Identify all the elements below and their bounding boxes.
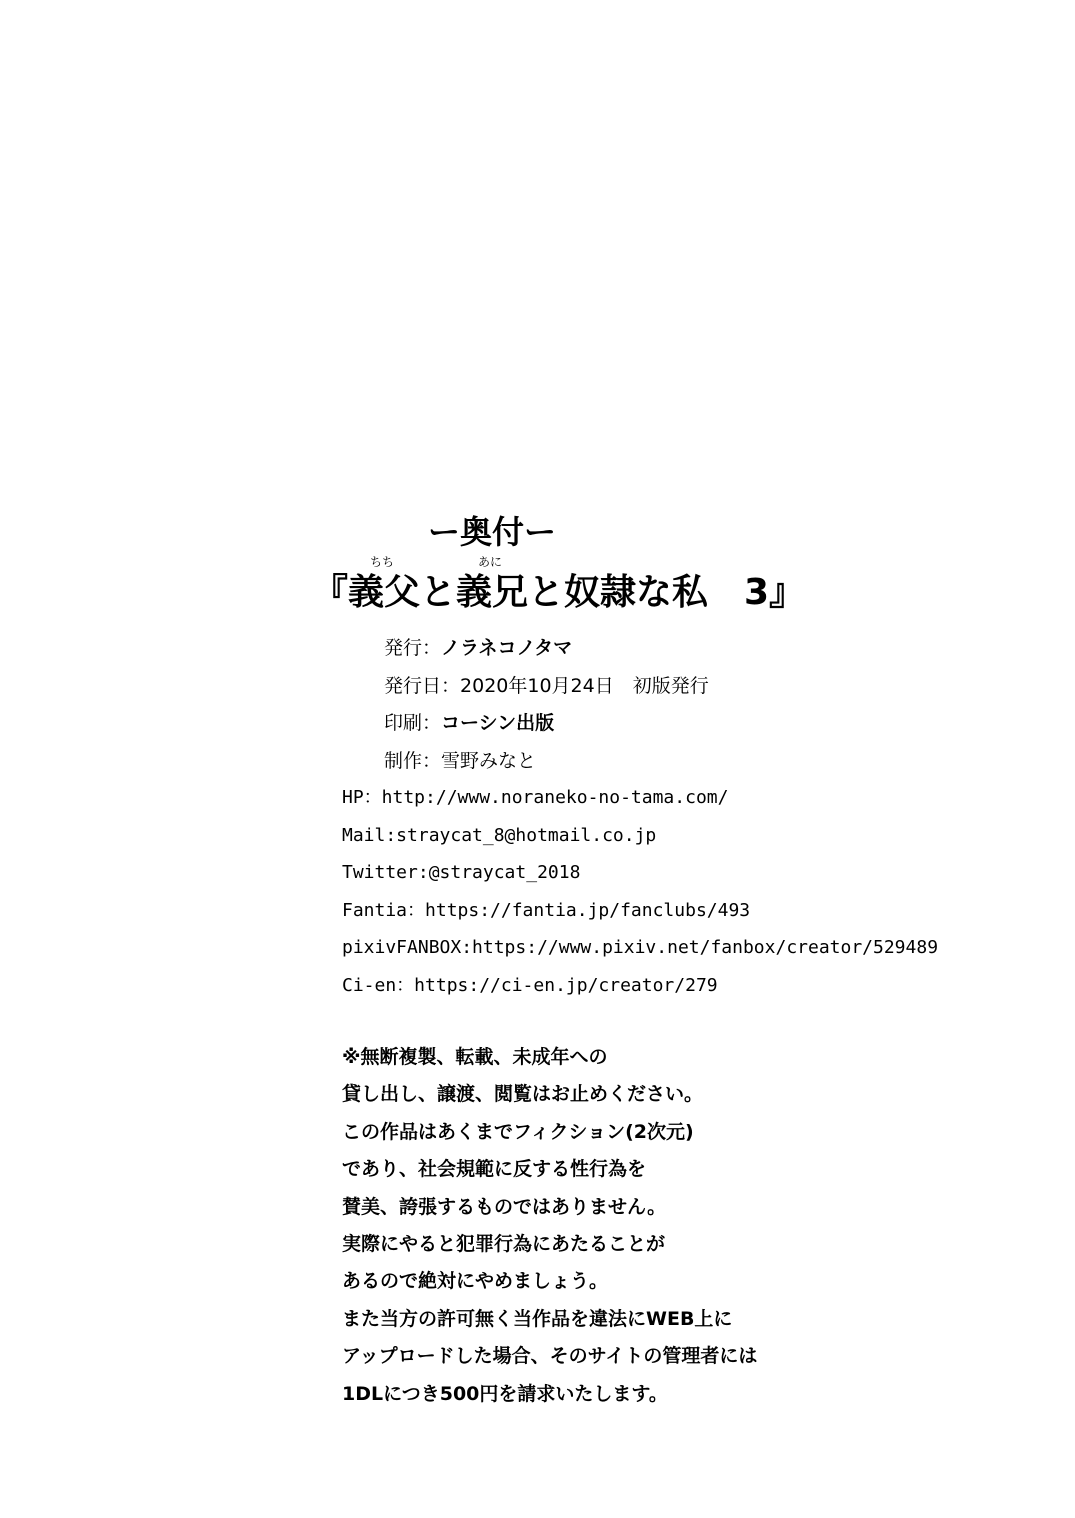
contact-ci-en: Ci-en：https://ci-en.jp/creator/279 [342,974,718,996]
notice-line: であり、社会規範に反する性行為を [342,1158,647,1181]
contact-pixiv-fanbox: pixivFANBOX:https://www.pixiv.net/fanbox/creator/529489 [342,937,939,958]
book-title: 『義父と義兄と奴隷な私 3』 [312,572,806,613]
book-title-block [312,555,806,619]
notice-line: アップロードした場合、そのサイトの管理者には [342,1345,758,1368]
notice-line: 貸し出し、譲渡、閲覧はお止めください。 [342,1083,704,1106]
credit-value: 2020年10月24日 初版発行 [460,674,709,697]
credit-label: 発行日： [384,674,461,697]
contact-twitter: Twitter:@straycat_2018 [342,862,581,883]
contact-mail: Mail:straycat_8@hotmail.co.jp [342,824,657,846]
notice-line: ※無断複製、転載、未成年への [342,1046,608,1068]
notice-line: あるので絶対にやめましょう。 [342,1270,609,1293]
credit-label: 発行： [384,637,442,659]
credit-label: 印刷： [384,712,442,734]
credit-row-publisher [384,632,709,670]
title-ruby-chichi: ちち [370,555,395,569]
notice-line: 賛美、誇張するものではありません。 [342,1195,667,1218]
credit-value: ノラネコノタマ [441,637,573,659]
notice-line: 実際にやると犯罪行為にあたることが [342,1232,666,1255]
credit-value: コーシン出版 [441,712,555,734]
credit-row-author [384,745,709,783]
notice-line: この作品はあくまでフィクション(2次元) [342,1120,694,1143]
credit-row-date [384,670,709,708]
credit-value: 雪野みなと [441,749,537,772]
credit-label: 制作： [384,749,442,772]
credit-row-printer [384,707,709,745]
legal-notice [342,1040,757,1414]
contact-fantia: Fantia：https://fantia.jp/fanclubs/493 [342,899,751,921]
title-ruby-ani: あに [478,555,503,569]
contact-list [342,782,938,1007]
notice-line: また当方の許可無く当作品を違法にWEB上に [342,1307,733,1330]
colophon-heading: ー奥付ー [428,513,557,551]
contact-homepage: HP：http://www.noraneko-no-tama.com/ [342,787,729,808]
credits-list [384,632,709,782]
notice-line: 1DLにつき500円を請求いたします。 [342,1382,668,1405]
